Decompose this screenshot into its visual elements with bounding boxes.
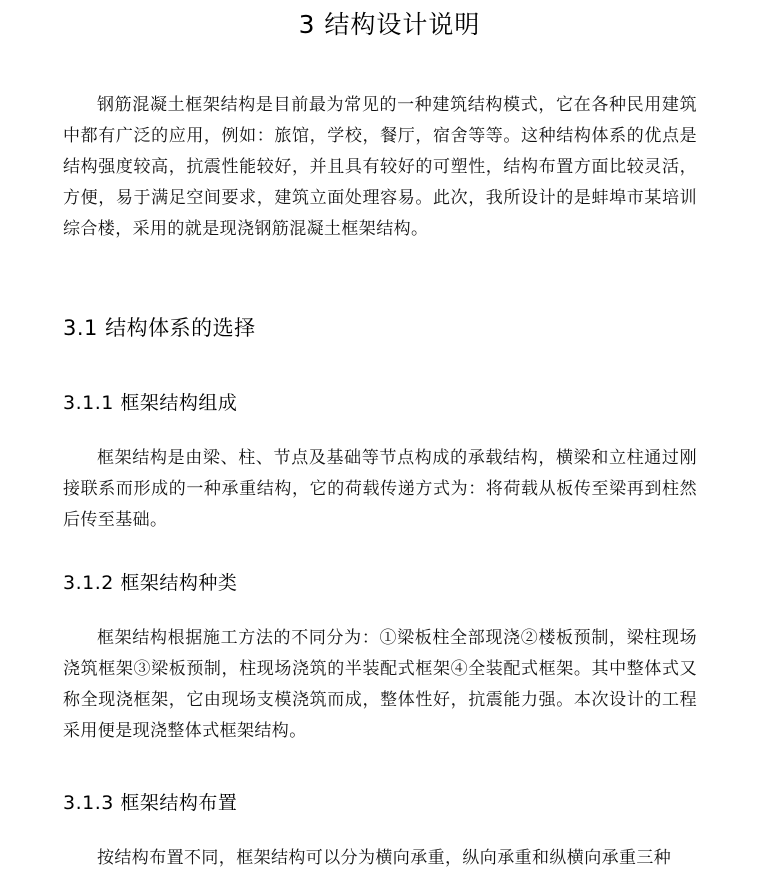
subsection-heading-3-1-2: 3.1.2 框架结构种类 [63,572,238,594]
subsection-body-3-1-2: 框架结构根据施工方法的不同分为：①梁板柱全部现浇②楼板预制，梁柱现场浇筑框架③梁板预制，柱现场浇筑的半装配式框架④全装配式框架。其中整体式又称全现浇框架，它由现场支模浇筑而成，整体性好，抗震能力强。本次设计的工程采用便是现浇整体式框架结构。 [63,628,697,741]
subsection-body-3-1-1: 框架结构是由梁、柱、节点及基础等节点构成的承载结构，横梁和立柱通过刚接联系而形成的一种承重结构，它的荷载传递方式为：将荷载从板传至梁再到柱然后传至基础。 [63,448,697,530]
subsection-body-3-1-3: 按结构布置不同，框架结构可以分为横向承重，纵向承重和纵横向承重三种 [97,848,672,868]
subsection-heading-3-1-3: 3.1.3 框架结构布置 [63,792,238,814]
section-heading-3-1: 3.1 结构体系的选择 [63,316,256,340]
page-title: 3 结构设计说明 [298,10,481,39]
intro-paragraph: 钢筋混凝土框架结构是目前最为常见的一种建筑结构模式，它在各种民用建筑中都有广泛的应用，例如：旅馆，学校，餐厅，宿舍等等。这种结构体系的优点是结构强度较高，抗震性能较好，并且具有较好的可塑性，结构布置方面比较灵活，方便，易于满足空间要求，建筑立面处理容易。此次，我所设计的是蚌埠市某培训综合楼，采用的就是现浇钢筋混凝土框架结构。 [63,95,697,239]
subsection-heading-3-1-1: 3.1.1 框架结构组成 [63,392,238,414]
